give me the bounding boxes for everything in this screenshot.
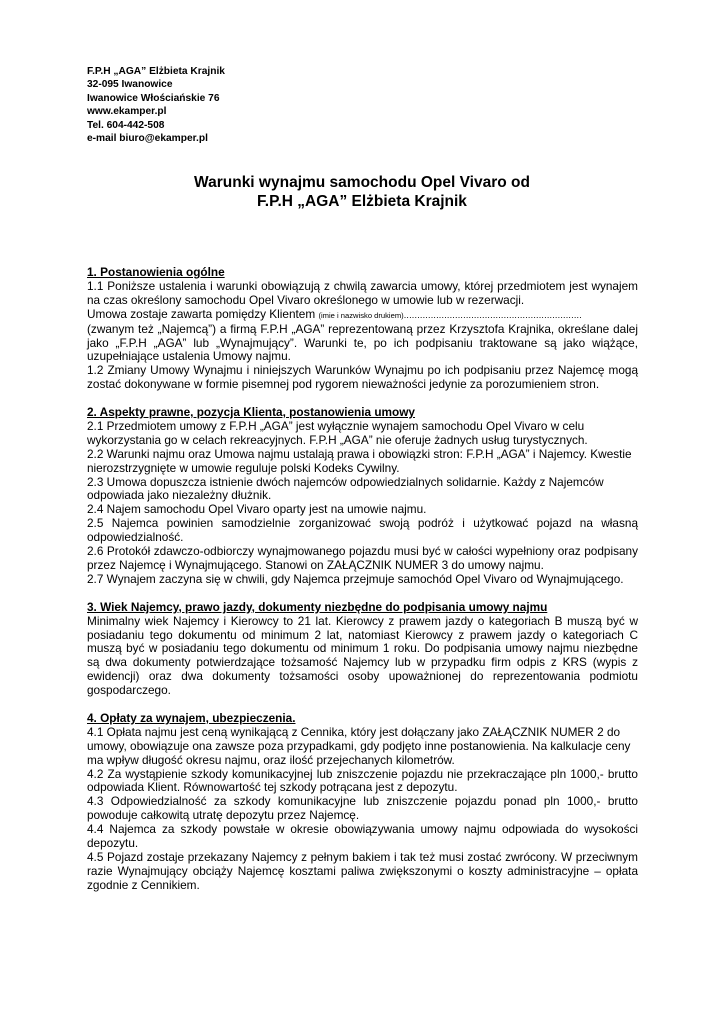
section-2 <box>87 406 638 587</box>
paragraph: 1.2 Zmiany Umowy Wynajmu i niniejszych Warunków Wynajmu po ich podpisaniu przez Najemcę mogą zostać dokonywane w formie pisemnej pod rygorem nieważności jedynie za porozumieniem stron. <box>87 363 638 392</box>
paragraph: 1.1 Poniższe ustalenia i warunki obowiązują z chwilą zawarcia umowy, której przedmiotem jest wynajem na czas określony samochodu Opel Vivaro określonego w umowie lub w rezerwacji. <box>87 278 638 307</box>
paragraph: 2.1 Przedmiotem umowy z F.P.H „AGA” jest wyłącznie wynajem samochodu Opel Vivaro w celu wykorzystania go w celach rekreacyjnych. F.P.H „AGA” nie oferuje żadnych usług turystycznych. <box>87 418 588 447</box>
email: e-mail biuro@ekamper.pl <box>87 133 208 145</box>
phone: Tel. 604-442-508 <box>87 119 165 131</box>
document-body <box>87 266 638 893</box>
paragraph: 2.5 Najemca powinien samodzielnie zorganizować swoją podróż i użytkować pojazd na własną odpowiedzialność. <box>87 516 638 545</box>
title-line-2: F.P.H „AGA” Elżbieta Krajnik <box>257 193 467 210</box>
paragraph: Minimalny wiek Najemcy i Kierowcy to 21 lat. Kierowcy z prawem jazdy o kategoriach B muszą być w posiadaniu tego dokumentu od minimum 2 lat, natomiast Kierowcy z prawem jazdy o kategoriach C muszą być w posiadaniu tego dokumentu od minimum 1 roku. Do podpisania umowy najmu niezbędne są dwa dokumenty potwierdzające tożsamość Najemcy lub w przypadku firm odpis z KRS (wypis z ewidencji) oraz dwa dokumenty tożsamości osoby upoważnionej do reprezentowania podmiotu gospodarczego. <box>87 613 638 698</box>
section-heading: 4. Opłaty za wynajem, ubezpieczenia. <box>87 710 296 725</box>
postal-code: 32-095 Iwanowice <box>87 79 173 91</box>
document-title <box>0 173 724 211</box>
section-heading: 2. Aspekty prawne, pozycja Klienta, postanowienia umowy <box>87 405 415 420</box>
section-1 <box>87 266 638 392</box>
company-name: F.P.H „AGA” Elżbieta Krajnik <box>87 66 225 77</box>
section-4 <box>87 712 638 893</box>
paragraph: 4.5 Pojazd zostaje przekazany Najemcy z pełnym bakiem i tak też musi zostać zwrócony. W przeciwnym razie Wynajmujący obciąży Najemcę kosztami paliwa zwiększonymi o koszty administracyjne – opłata zgodnie z Cennikiem. <box>87 850 638 892</box>
name-hint: (imie i nazwisko drukiem) <box>318 310 404 320</box>
paragraph: 2.7 Wynajem zaczyna się w chwili, gdy Najemca przejmuje samochód Opel Vivaro od Wynajmującego. <box>87 571 624 586</box>
paragraph: 2.4 Najem samochodu Opel Vivaro oparty jest na umowie najmu. <box>87 502 427 517</box>
section-3 <box>87 601 638 698</box>
title-line-1: Warunki wynajmu samochodu Opel Vivaro od <box>194 174 530 191</box>
company-header <box>87 65 225 145</box>
paragraph-contract-parties <box>87 308 638 323</box>
paragraph: 2.2 Warunki najmu oraz Umowa najmu ustalają prawa i obowiązki stron: F.P.H „AGA” i Najemcy. Kwestie nierozstrzygnięte w umowie reguluje polski Kodeks Cywilny. <box>87 446 632 475</box>
paragraph: 4.2 Za wystąpienie szkody komunikacyjnej lub zniszczenie pojazdu nie przekraczające pln 1000,- brutto odpowiada Klient. Równowartość tej szkody potrącana jest z depozytu. <box>87 766 638 795</box>
section-heading: 1. Postanowienia ogólne <box>87 265 225 279</box>
paragraph: (zwanym też „Najemcą”) a firmą F.P.H „AGA” reprezentowaną przez Krzysztofa Krajnika, określane dalej jako „F.P.H „AGA” lub „Wynajmujący”. Warunki te, po ich podpisaniu traktowane są jako wiążące, uzupełniające ustalenia Umowy najmu. <box>87 321 638 364</box>
paragraph-text: Umowa zostaje zawarta pomiędzy Klientem <box>87 306 319 321</box>
paragraph: 4.1 Opłata najmu jest ceną wynikającą z Cennika, który jest dołączany jako ZAŁĄCZNIK NUMER 2 do umowy, obowiązuje ona zawsze poza przypadkami, gdy podjęto inne postanowienia. Na kalkulacje ceny ma wpływ długość okresu najmu, oraz ilość przejechanych kilometrów. <box>87 724 631 767</box>
website: www.ekamper.pl <box>87 106 167 118</box>
paragraph: 4.3 Odpowiedzialność za szkody komunikacyjne lub zniszczenie pojazdu ponad pln 1000,- brutto powoduje całkowitą utratę depozytu przez Najemcę. <box>87 794 638 823</box>
street-address: Iwanowice Włościańskie 76 <box>87 92 220 104</box>
fill-in-dots: .................................................................. <box>403 309 582 320</box>
paragraph: 2.3 Umowa dopuszcza istnienie dwóch najemców odpowiedzialnych solidarnie. Każdy z Najemców odpowiada jako niezależny dłużnik. <box>87 474 604 503</box>
section-heading: 3. Wiek Najemcy, prawo jazdy, dokumenty niezbędne do podpisania umowy najmu <box>87 599 548 614</box>
paragraph: 2.6 Protokół zdawczo-odbiorczy wynajmowanego pojazdu musi być w całości wypełniony oraz podpisany przez Najemcę i Wynajmującego. Stanowi on ZAŁĄCZNIK NUMER 3 do umowy najmu. <box>87 544 638 573</box>
paragraph: 4.4 Najemca za szkody powstałe w okresie obowiązywania umowy najmu odpowiada do wysokości depozytu. <box>87 822 638 851</box>
